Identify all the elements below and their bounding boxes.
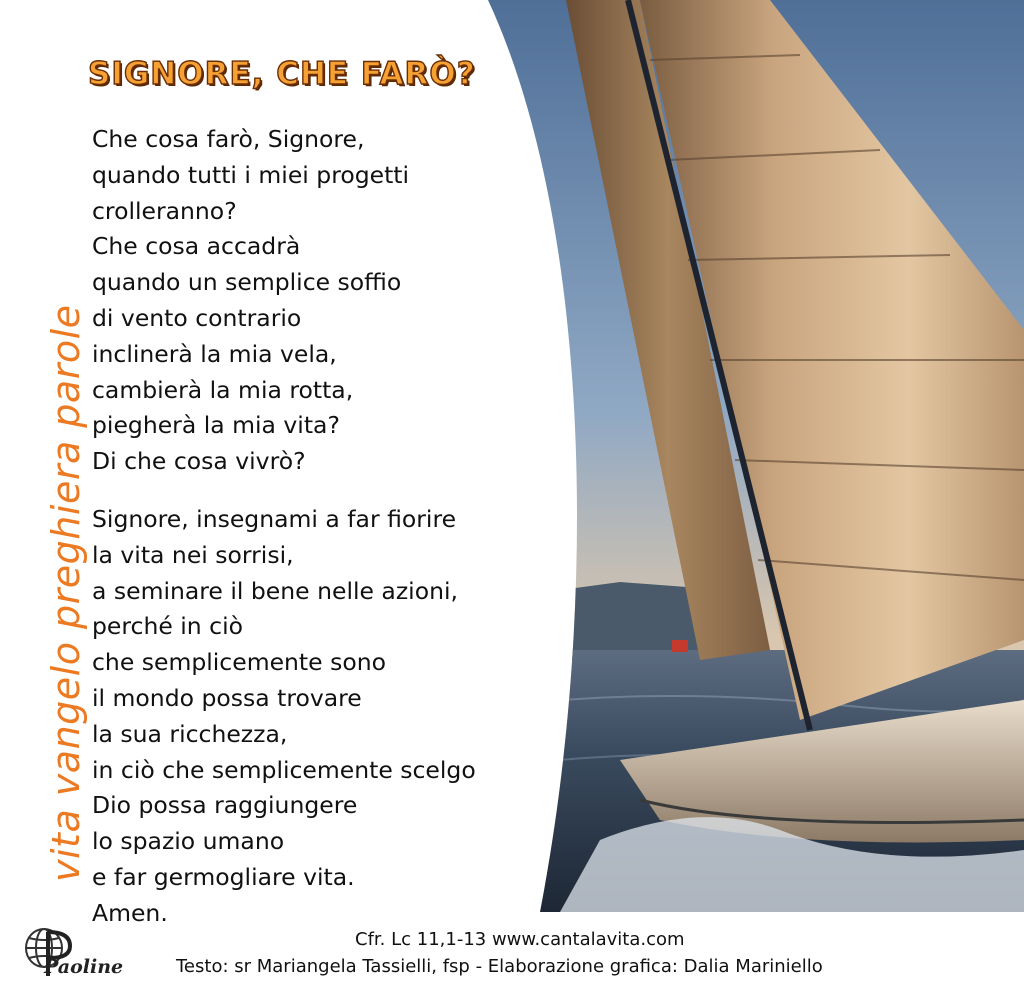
paoline-logo-text: Paoline [44,956,124,978]
poem-line: che semplicemente sono [92,648,386,677]
poem-line: Che cosa accadrà [92,232,301,261]
side-tagline: vita vangelo preghiera parole [44,304,88,882]
poem-line: la vita nei sorrisi, [92,540,294,569]
poem-line: lo spazio umano [92,827,285,856]
poem-line: di vento contrario [92,303,302,332]
poem-stanza-1 [92,122,409,480]
poem-line: quando un semplice soffio [92,268,402,297]
poem-stanza-2 [92,502,476,932]
poem-line: il mondo possa trovare [92,683,362,712]
poem-title: SIGNORE, CHE FARÒ? [88,56,476,92]
credits-line: Testo: sr Mariangela Tassielli, fsp - Elaborazione grafica: Dalia Mariniello [176,956,823,977]
poem-line: cambierà la mia rotta, [92,375,354,404]
poem-line: Signore, insegnami a far fiorire [92,505,457,533]
poem-line: piegherà la mia vita? [92,411,340,440]
poem-line: perché in ciò [92,612,243,641]
poem-line: Dio possa raggiungere [92,791,358,820]
poem-line: crolleranno? [92,196,237,225]
poem-line: quando tutti i miei progetti [92,160,410,189]
scripture-reference: Cfr. Lc 11,1-13 www.cantalavita.com [355,929,685,950]
poem-line: a seminare il bene nelle azioni, [92,576,458,605]
poem-line: e far germogliare vita. [92,862,355,891]
poem-line: Che cosa farò, Signore, [92,125,365,153]
poem-line: la sua ricchezza, [92,719,288,748]
poem-line: in ciò che semplicemente scelgo [92,755,476,784]
poem-line: inclinerà la mia vela, [92,339,337,368]
poem-line: Amen. [92,898,168,927]
poem-line: Di che cosa vivrò? [92,447,306,476]
